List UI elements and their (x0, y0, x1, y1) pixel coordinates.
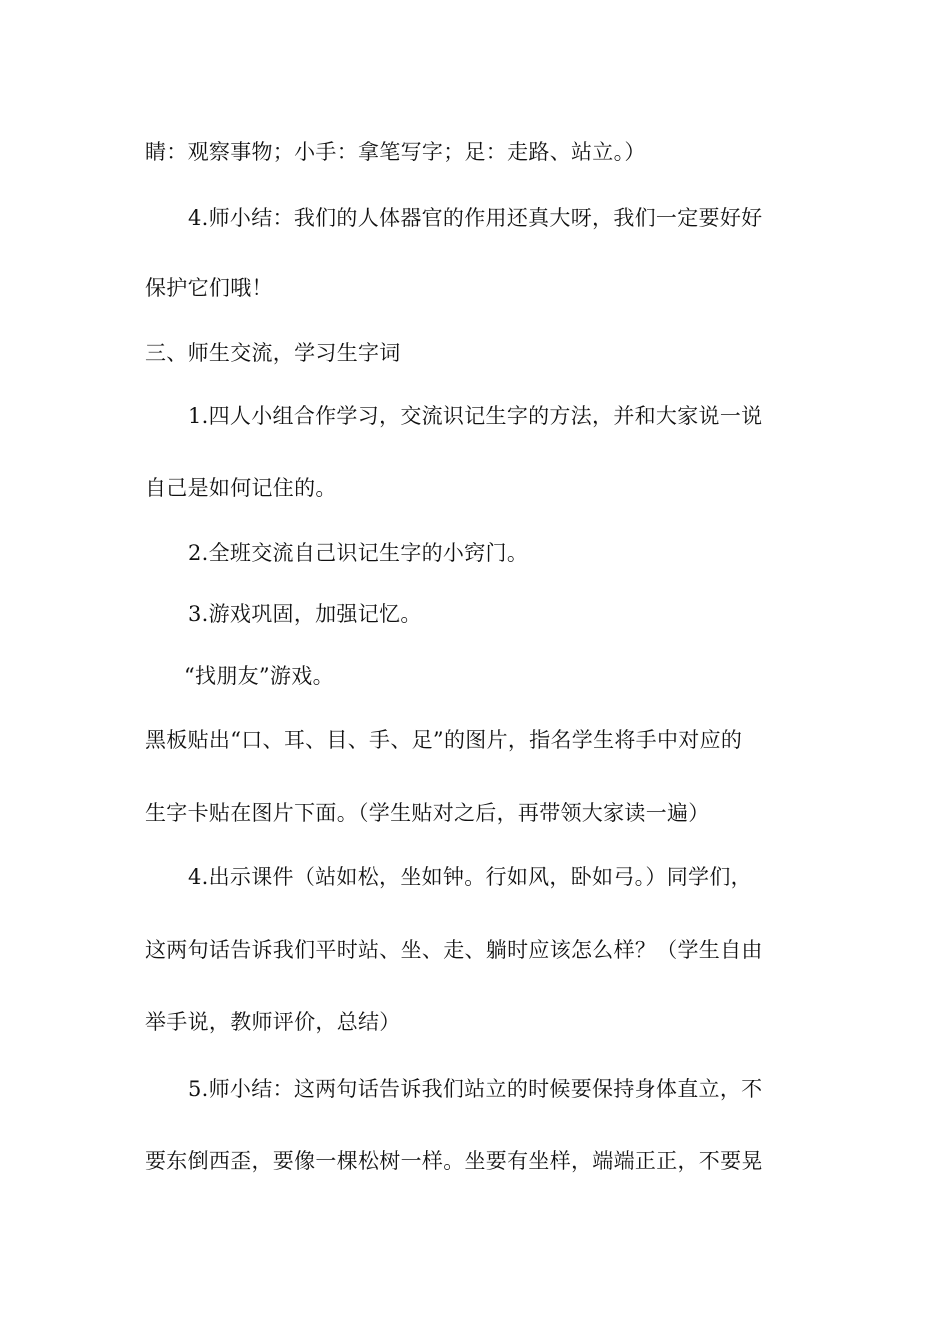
section-heading: 三、师生交流，学习生字词 (145, 341, 401, 365)
paragraph-line: “找朋友”游戏。 (184, 664, 334, 688)
paragraph-line: 生字卡贴在图片下面。（学生贴对之后，再带领大家读一遍） (145, 801, 710, 825)
paragraph-line: 5.师小结：这两句话告诉我们站立的时候要保持身体直立，不 (188, 1077, 763, 1101)
paragraph-line: 这两句话告诉我们平时站、坐、走、躺时应该怎么样？（学生自由 (145, 938, 763, 962)
paragraph-line: 4.师小结：我们的人体器官的作用还真大呀，我们一定要好好 (188, 206, 763, 230)
paragraph-line: 3.游戏巩固，加强记忆。 (188, 602, 422, 626)
paragraph-line: 2.全班交流自己识记生字的小窍门。 (188, 541, 529, 565)
paragraph-line: 要东倒西歪，要像一棵松树一样。坐要有坐样，端端正正，不要晃 (145, 1149, 763, 1173)
paragraph-line: 4.出示课件（站如松，坐如钟。行如风，卧如弓。）同学们， (188, 865, 752, 889)
paragraph-line: 1.四人小组合作学习，交流识记生字的方法，并和大家说一说 (188, 404, 763, 428)
paragraph-line: 睛：观察事物；小手：拿笔写字；足：走路、站立。） (145, 140, 646, 164)
paragraph-line: 自己是如何记住的。 (145, 476, 337, 500)
paragraph-line: 举手说，教师评价，总结） (145, 1010, 401, 1034)
paragraph-line: 保护它们哦！ (145, 276, 273, 300)
paragraph-line: 黑板贴出“口、耳、目、手、足”的图片，指名学生将手中对应的 (145, 728, 743, 752)
